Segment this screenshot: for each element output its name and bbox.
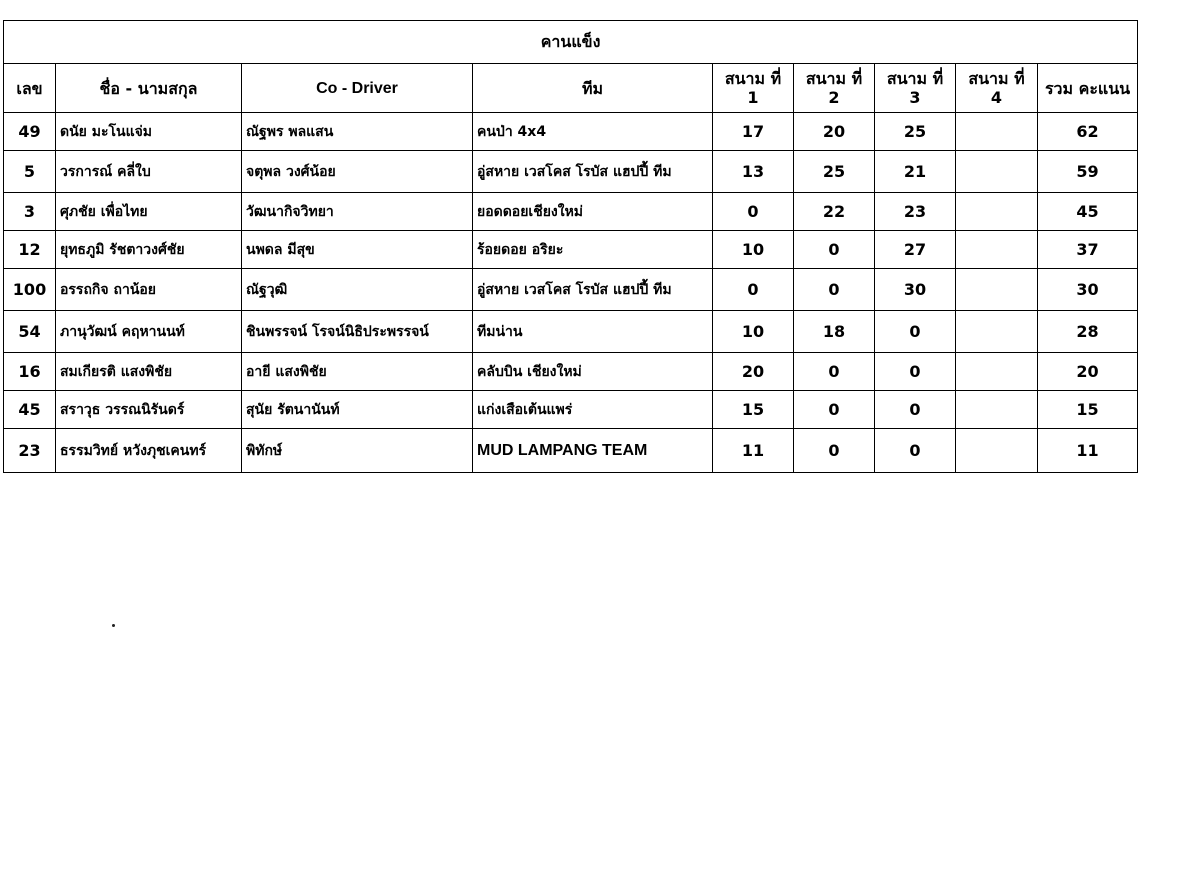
- table-title: คานแข็ง: [4, 21, 1138, 64]
- header-co-driver: Co - Driver: [242, 64, 473, 113]
- table-row: [4, 391, 1138, 429]
- cell-name: ดนัย มะโนแจ่ม: [56, 113, 242, 151]
- cell-team: อู่สหาย เวสโคส โรบัส แฮปปี้ ทีม: [473, 269, 713, 311]
- cell-team: MUD LAMPANG TEAM: [473, 429, 713, 473]
- cell-field-4-score: [956, 353, 1038, 391]
- header-team: ทีม: [473, 64, 713, 113]
- cell-name: ภานุวัฒน์ คฤหานนท์: [56, 311, 242, 353]
- cell-total-score: 45: [1038, 193, 1138, 231]
- header-field-2: สนาม ที่ 2: [794, 64, 875, 113]
- cell-co-driver: สุนัย รัตนานันท์: [242, 391, 473, 429]
- cell-field-3-score: 23: [875, 193, 956, 231]
- cell-number: 49: [4, 113, 56, 151]
- cell-number: 12: [4, 231, 56, 269]
- cell-field-4-score: [956, 429, 1038, 473]
- table-row: [4, 353, 1138, 391]
- header-field-4: สนาม ที่ 4: [956, 64, 1038, 113]
- cell-field-1-score: 0: [713, 269, 794, 311]
- cell-co-driver: ณัฐวุฒิ: [242, 269, 473, 311]
- cell-field-4-score: [956, 231, 1038, 269]
- table-row: [4, 193, 1138, 231]
- scan-speck: [112, 624, 115, 627]
- cell-field-4-score: [956, 113, 1038, 151]
- cell-team: คนป่า 4x4: [473, 113, 713, 151]
- cell-field-2-score: 0: [794, 429, 875, 473]
- cell-co-driver: นพดล มีสุข: [242, 231, 473, 269]
- table-row: [4, 311, 1138, 353]
- cell-field-3-score: 30: [875, 269, 956, 311]
- header-row: [4, 64, 1138, 113]
- cell-team: ร้อยดอย อริยะ: [473, 231, 713, 269]
- cell-field-1-score: 10: [713, 231, 794, 269]
- table-row: [4, 113, 1138, 151]
- cell-number: 100: [4, 269, 56, 311]
- header-number: เลข: [4, 64, 56, 113]
- cell-field-3-score: 0: [875, 353, 956, 391]
- cell-name: ศุภชัย เพื่อไทย: [56, 193, 242, 231]
- cell-number: 5: [4, 151, 56, 193]
- cell-number: 16: [4, 353, 56, 391]
- cell-field-3-score: 0: [875, 429, 956, 473]
- table-row: [4, 429, 1138, 473]
- cell-field-1-score: 11: [713, 429, 794, 473]
- header-total: รวม คะแนน: [1038, 64, 1138, 113]
- cell-number: 23: [4, 429, 56, 473]
- cell-total-score: 62: [1038, 113, 1138, 151]
- cell-team: ยอดดอยเชียงใหม่: [473, 193, 713, 231]
- header-field-1: สนาม ที่ 1: [713, 64, 794, 113]
- cell-field-3-score: 0: [875, 391, 956, 429]
- cell-number: 54: [4, 311, 56, 353]
- cell-field-4-score: [956, 391, 1038, 429]
- title-row: [4, 21, 1138, 64]
- cell-name: สมเกียรติ แสงพิชัย: [56, 353, 242, 391]
- cell-field-2-score: 20: [794, 113, 875, 151]
- cell-field-3-score: 21: [875, 151, 956, 193]
- results-table: [3, 20, 1138, 473]
- cell-field-2-score: 18: [794, 311, 875, 353]
- cell-name: ยุทธภูมิ รัชตาวงศ์ชัย: [56, 231, 242, 269]
- cell-name: วรการณ์ คลี่ใบ: [56, 151, 242, 193]
- cell-team: อู่สหาย เวสโคส โรบัส แฮปปี้ ทีม: [473, 151, 713, 193]
- cell-field-1-score: 10: [713, 311, 794, 353]
- cell-co-driver: ณัฐพร พลแสน: [242, 113, 473, 151]
- cell-field-4-score: [956, 311, 1038, 353]
- cell-field-2-score: 0: [794, 353, 875, 391]
- table-row: [4, 151, 1138, 193]
- header-name: ชื่อ - นามสกุล: [56, 64, 242, 113]
- cell-team: คลับบิน เชียงใหม่: [473, 353, 713, 391]
- cell-field-3-score: 25: [875, 113, 956, 151]
- cell-field-1-score: 17: [713, 113, 794, 151]
- cell-total-score: 20: [1038, 353, 1138, 391]
- cell-name: ธรรมวิทย์ หวังภุชเคนทร์: [56, 429, 242, 473]
- cell-total-score: 30: [1038, 269, 1138, 311]
- cell-total-score: 37: [1038, 231, 1138, 269]
- cell-number: 45: [4, 391, 56, 429]
- cell-field-2-score: 22: [794, 193, 875, 231]
- cell-team: ทีมน่าน: [473, 311, 713, 353]
- cell-field-4-score: [956, 193, 1038, 231]
- cell-co-driver: ชินพรรจน์ โรจน์นิธิประพรรจน์: [242, 311, 473, 353]
- cell-field-1-score: 20: [713, 353, 794, 391]
- table-row: [4, 231, 1138, 269]
- cell-field-3-score: 0: [875, 311, 956, 353]
- cell-co-driver: วัฒนากิจวิทยา: [242, 193, 473, 231]
- cell-name: สราวุธ วรรณนิรันดร์: [56, 391, 242, 429]
- cell-field-4-score: [956, 269, 1038, 311]
- cell-name: อรรถกิจ ถาน้อย: [56, 269, 242, 311]
- cell-co-driver: พิทักษ์: [242, 429, 473, 473]
- cell-total-score: 28: [1038, 311, 1138, 353]
- cell-field-1-score: 13: [713, 151, 794, 193]
- table-row: [4, 269, 1138, 311]
- cell-field-4-score: [956, 151, 1038, 193]
- cell-total-score: 59: [1038, 151, 1138, 193]
- cell-field-2-score: 0: [794, 231, 875, 269]
- cell-field-2-score: 25: [794, 151, 875, 193]
- cell-co-driver: อายี แสงพิชัย: [242, 353, 473, 391]
- cell-field-3-score: 27: [875, 231, 956, 269]
- cell-number: 3: [4, 193, 56, 231]
- cell-total-score: 11: [1038, 429, 1138, 473]
- cell-field-1-score: 15: [713, 391, 794, 429]
- header-field-3: สนาม ที่ 3: [875, 64, 956, 113]
- cell-team: แก่งเสือเต้นแพร่: [473, 391, 713, 429]
- cell-total-score: 15: [1038, 391, 1138, 429]
- cell-field-1-score: 0: [713, 193, 794, 231]
- cell-field-2-score: 0: [794, 269, 875, 311]
- cell-co-driver: จตุพล วงศ์น้อย: [242, 151, 473, 193]
- cell-field-2-score: 0: [794, 391, 875, 429]
